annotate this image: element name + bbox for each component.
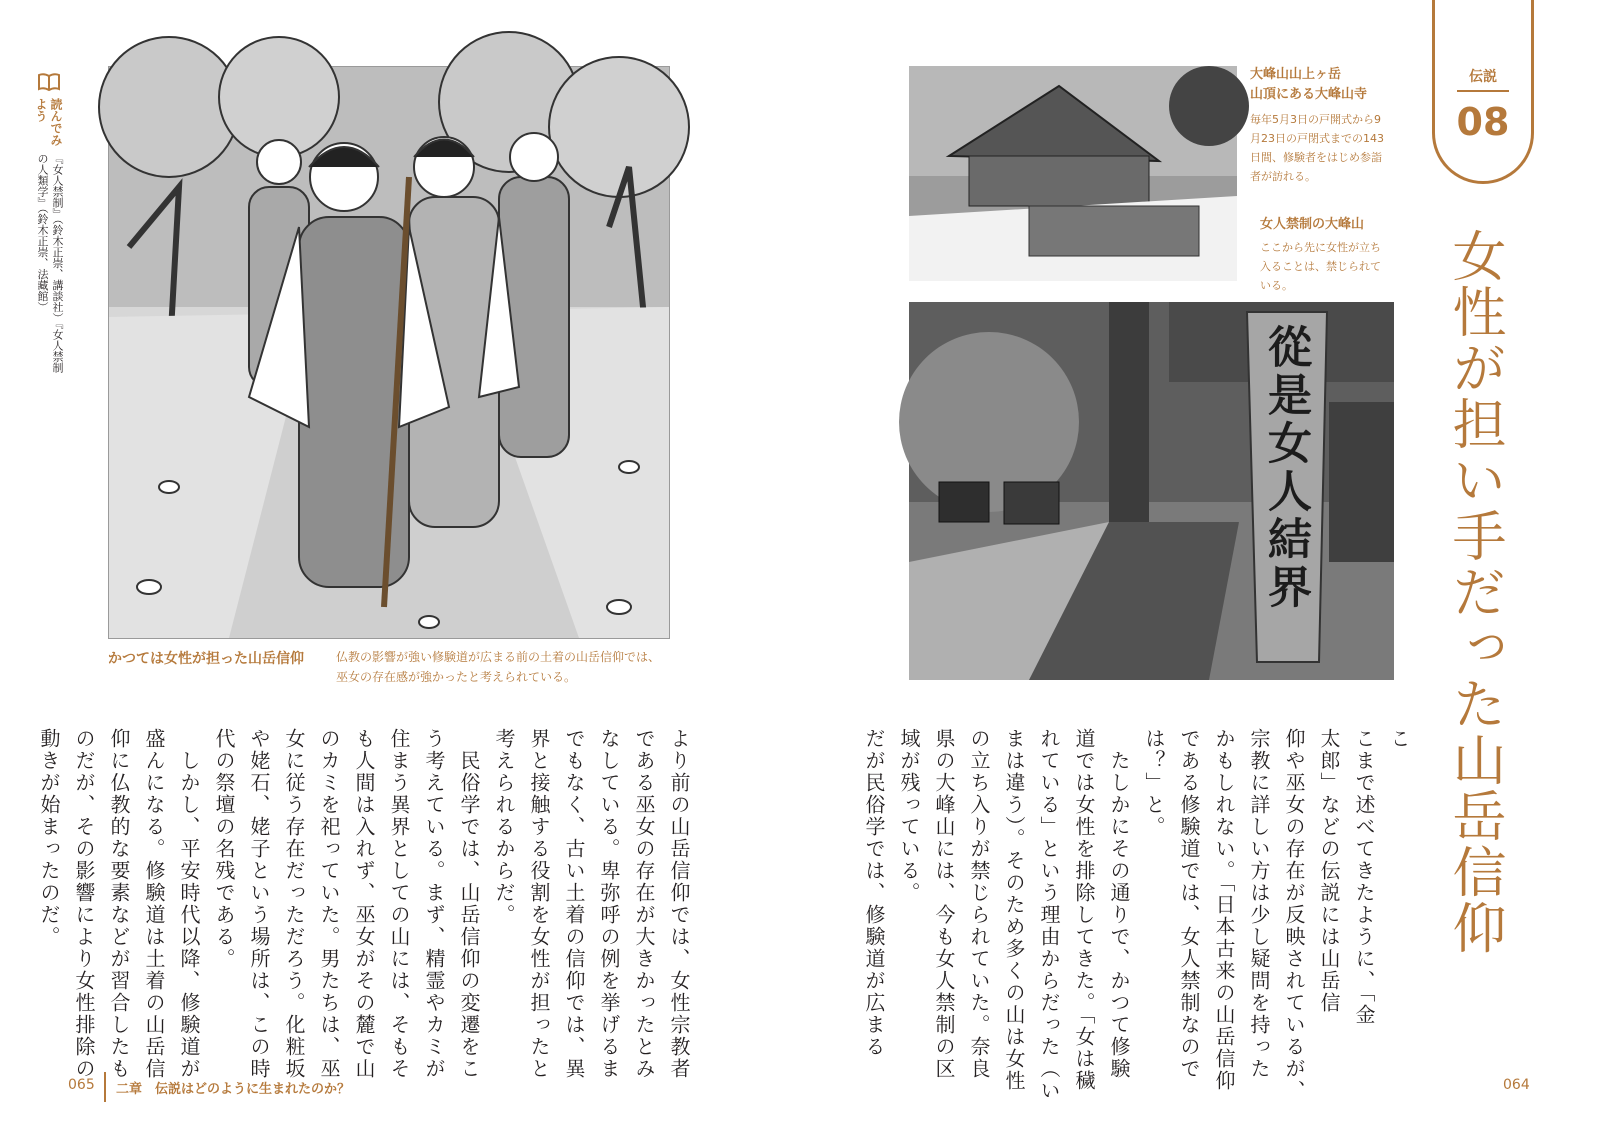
read-heading: 読んでみよう [34,98,63,146]
photo-ominesanji-temple [909,66,1237,281]
chapter-title: 二章 伝説はどのように生まれたのか？ [116,1082,351,1097]
right-page-number: 064 [1503,1077,1530,1093]
photo1-caption-title [1250,65,1367,105]
photo2-caption-text [1260,238,1381,295]
badge-label: 伝説 [1469,69,1497,85]
photo1-title-line-1: 大峰山山上ヶ岳 [1250,67,1342,82]
photo2-text-line-2: 入ることは、禁じられて [1260,260,1381,273]
recommended-books: 『女人禁制』（鈴木正崇、講談社）『女人禁制の人類学』（鈴木正崇、法藏館） [36,153,64,373]
illustration-caption-line-2: 巫女の存在感が強かったと考えられている。 [336,670,577,684]
illustration-caption-line-1: 仏教の影響が強い修験道が広まる前の土着の山岳信仰では、 [336,650,661,664]
photo1-caption-text [1250,110,1384,186]
legend-number-badge [1432,0,1534,184]
photo-nyonin-kekkai-stone [909,302,1394,680]
photo1-title-line-2: 山頂にある大峰山寺 [1250,87,1368,102]
page-title: 女性が担い手だった山岳信仰 [1444,228,1507,956]
photo2-caption-title: 女人禁制の大峰山 [1260,217,1365,232]
photo2-text-line-3: いる。 [1260,279,1293,292]
illustration-caption-title: かつては女性が担った山岳信仰 [108,651,304,667]
photo1-text-line-2: 月23日の戸閉式までの143 [1250,132,1384,145]
left-body-text: より前の山岳信仰では、女性宗教者 である巫女の存在が大きかったとみ なしている。卑弥呼の例を挙げるま でもなく、古い土着の信仰では、異 界と接触する役割を女性が担ったと 考えられるからだ。 民俗学では、山岳信仰の変遷をこ う考えている。まず、精霊やカミが 住まう異界としての山には、そもそ も人間は入れず、巫女がその麓で山 のカミを祀っていた。男たちは、巫 女に従う存在だっただろう。化粧坂 や姥石、姥子という場所は、この時 代の祭壇の名残である。 しかし、平安時代以降、修験道が 盛んになる。修験道は土着の山岳信 仰に仏教的な要素などが習合したも のだが、その影響により女性排除の 動きが始まったのだ。 [37,728,691,1080]
photo2-text-line-1: ここから先に女性が立ち [1260,241,1381,254]
right-body-text: こ こまで述べてきたように、「金 太郎」などの伝説には山岳信 仰や巫女の存在が反映されているが、 宗教に詳しい方は少し疑問を持った かもしれない。「日本古来の山岳信仰 である修験道では、女人禁制なので は？」と。 たしかにその通りで、かつて修験 道では女性を排除してきた。「女は穢 れている」という理由からだった（い まは違う）。そのため多くの山は女性 の立ち入りが禁じられていた。奈良 県の大峰山には、今も女人禁制の区 域が残っている。 だが民俗学では、修験道が広まる [862,728,1411,1102]
photo1-text-line-1: 毎年5月3日の戸開式から9 [1250,113,1381,126]
illustration-women-pilgrims [108,66,670,639]
footer-divider [104,1072,106,1102]
photo1-text-line-4: 者が訪れる。 [1250,170,1316,183]
badge-divider [1457,90,1509,92]
photo1-text-line-3: 日間、修験者をはじめ参詣 [1250,151,1382,164]
stone-pillar-inscription: 從是女人結界 [1260,324,1311,612]
left-page-number: 065 [68,1077,95,1093]
book-icon [37,72,61,92]
badge-number: 08 [1456,100,1510,144]
